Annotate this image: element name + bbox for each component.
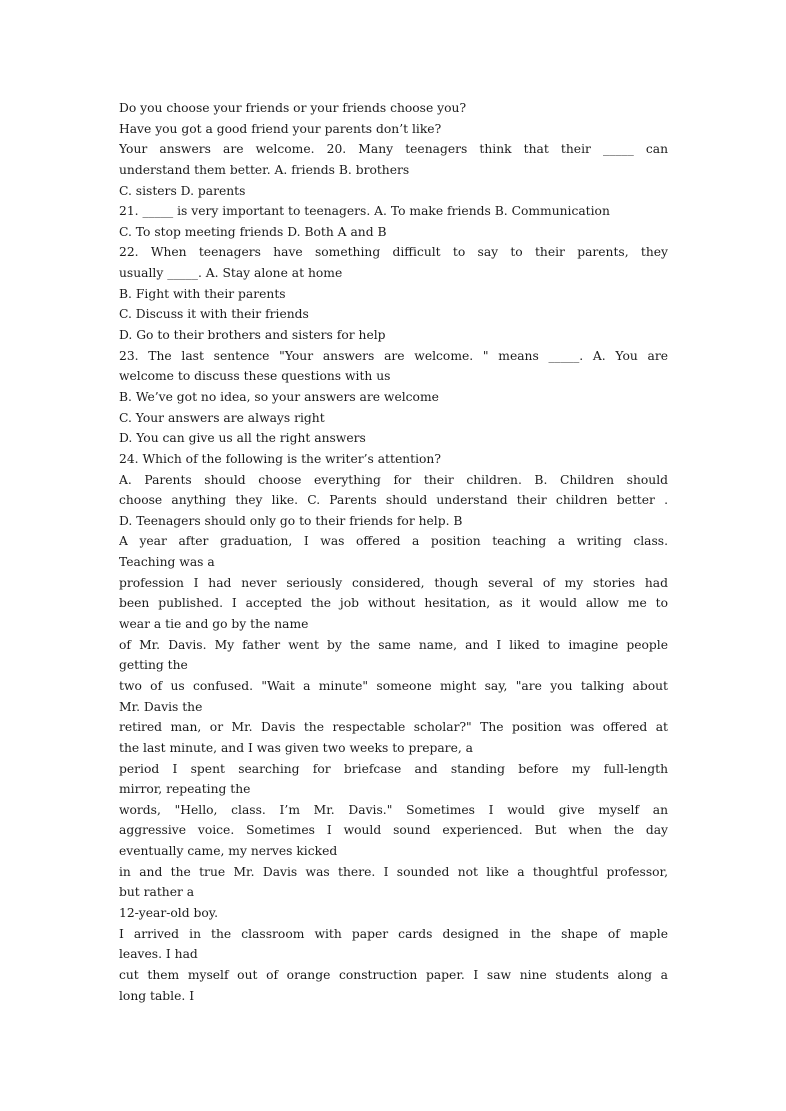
text-line: A. Parents should choose everything for their children. B. Children should xyxy=(119,472,668,487)
text-line: D. Teenagers should only go to their friends for help. B xyxy=(119,513,463,528)
text-line: been published. I accepted the job without hesitation, as it would allow me to xyxy=(119,596,668,611)
text-line: D. Go to their brothers and sisters for help xyxy=(119,328,386,343)
text-line: retired man, or Mr. Davis the respectable scholar?" The position was offered at xyxy=(119,720,668,735)
text-line: eventually came, my nerves kicked xyxy=(119,844,338,859)
text-line: getting the xyxy=(119,658,188,673)
text-line: profession I had never seriously considered, though several of my stories had xyxy=(119,575,668,590)
text-line: 12-year-old boy. xyxy=(119,905,219,920)
text-line: C. To stop meeting friends D. Both A and B xyxy=(119,224,387,239)
text-line: in and the true Mr. Davis was there. I sounded not like a thoughtful professor, xyxy=(119,864,668,879)
document-page xyxy=(119,98,668,1006)
text-line: usually _____. A. Stay alone at home xyxy=(119,266,343,281)
text-line: welcome to discuss these questions with us xyxy=(119,369,391,384)
text-line: mirror, repeating the xyxy=(119,782,251,797)
text-line: aggressive voice. Sometimes I would sound experienced. But when the day xyxy=(119,823,668,838)
text-line: period I spent searching for briefcase and standing before my full-length xyxy=(119,761,668,776)
text-line: B. We’ve got no idea, so your answers are welcome xyxy=(119,389,439,404)
text-line: C. Your answers are always right xyxy=(119,410,325,425)
text-line: words, "Hello, class. I’m Mr. Davis." Sometimes I would give myself an xyxy=(119,802,668,817)
text-line: 22. When teenagers have something difficult to say to their parents, they xyxy=(119,245,668,260)
text-line: cut them myself out of orange construction paper. I saw nine students along a xyxy=(119,967,668,982)
text-line: A year after graduation, I was offered a position teaching a writing class. xyxy=(119,534,668,549)
text-line: I arrived in the classroom with paper cards designed in the shape of maple xyxy=(119,926,668,941)
text-line: two of us confused. "Wait a minute" someone might say, "are you talking about xyxy=(119,678,668,693)
text-line: but rather a xyxy=(119,885,195,900)
text-line: of Mr. Davis. My father went by the same name, and I liked to imagine people xyxy=(119,637,668,652)
text-line: Do you choose your friends or your friends choose you? xyxy=(119,101,467,115)
text-line: the last minute, and I was given two weeks to prepare, a xyxy=(119,740,473,755)
text-line: Teaching was a xyxy=(119,555,215,570)
text-line: choose anything they like. C. Parents should understand their children better . xyxy=(119,493,668,508)
text-line: D. You can give us all the right answers xyxy=(119,431,366,446)
text-line: 21. _____ is very important to teenagers. A. To make friends B. Communication xyxy=(119,204,610,219)
text-line: C. sisters D. parents xyxy=(119,183,246,198)
text-line: leaves. I had xyxy=(119,947,198,962)
text-line: 24. Which of the following is the writer’s attention? xyxy=(119,451,441,466)
text-line: C. Discuss it with their friends xyxy=(119,307,309,322)
text-line: Your answers are welcome. 20. Many teenagers think that their _____ can xyxy=(119,142,668,157)
text-line: Mr. Davis the xyxy=(119,699,203,714)
text-line: wear a tie and go by the name xyxy=(119,617,309,632)
text-line: long table. I xyxy=(119,988,195,1003)
text-line: B. Fight with their parents xyxy=(119,286,286,301)
text-line: understand them better. A. friends B. brothers xyxy=(119,162,410,177)
text-line: Have you got a good friend your parents don’t like? xyxy=(119,121,442,136)
text-line: 23. The last sentence "Your answers are welcome. " means _____. A. You are xyxy=(119,348,668,363)
